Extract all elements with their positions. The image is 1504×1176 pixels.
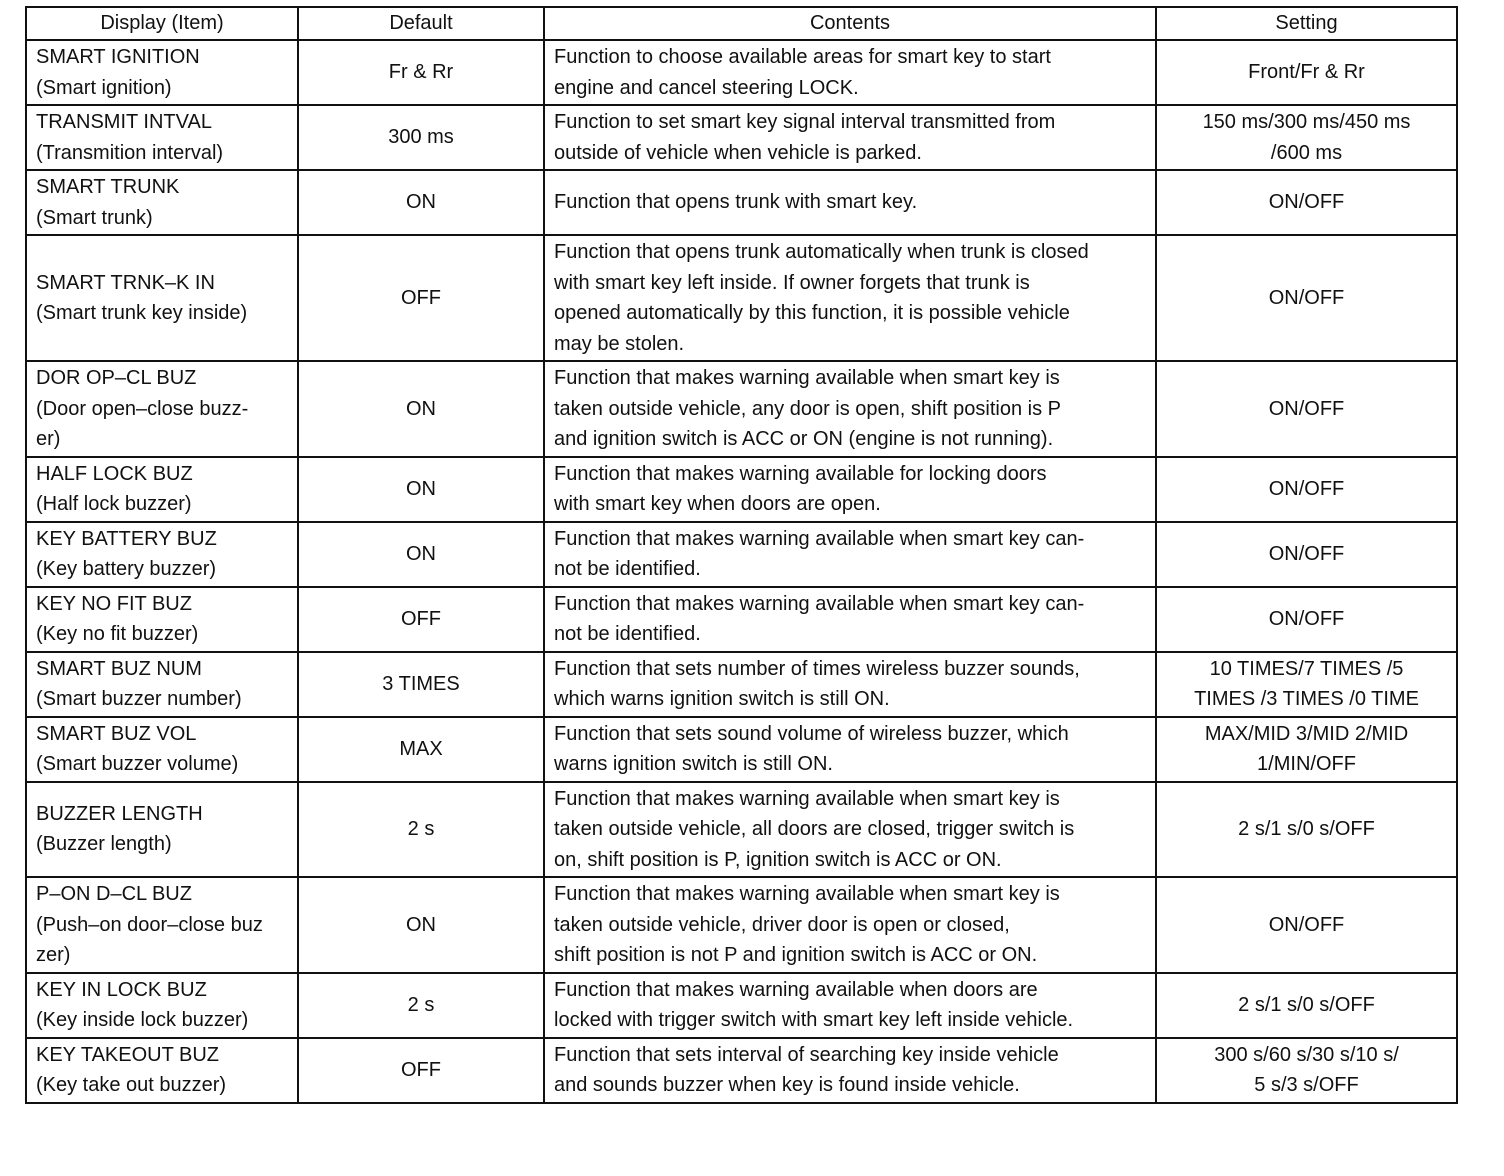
contents-line: shift position is not P and ignition switch is ACC or ON.	[554, 944, 1038, 966]
cell-contents	[544, 235, 1156, 361]
table-row	[26, 522, 1457, 587]
cell-display-item	[26, 652, 298, 717]
setting-line: 5 s/3 s/OFF	[1254, 1074, 1359, 1096]
settings-table	[25, 6, 1458, 1104]
contents-line: with smart key when doors are open.	[554, 493, 881, 515]
display-item-line: (Key no fit buzzer)	[36, 623, 199, 645]
cell-default: 2 s	[298, 782, 544, 878]
contents-line: may be stolen.	[554, 332, 685, 355]
setting-line: ON/OFF	[1268, 607, 1345, 630]
cell-display-item	[26, 717, 298, 782]
cell-default: ON	[298, 457, 544, 522]
cell-setting	[1156, 105, 1457, 170]
cell-setting	[1156, 235, 1457, 361]
table-row	[26, 973, 1457, 1038]
cell-setting	[1156, 652, 1457, 717]
setting-line: ON/OFF	[1268, 191, 1345, 214]
display-item-line: KEY BATTERY BUZ	[36, 527, 217, 550]
display-item-line: (Buzzer length)	[36, 833, 172, 856]
cell-setting	[1156, 522, 1457, 587]
contents-line: and ignition switch is ACC or ON (engine is not running).	[554, 428, 1054, 450]
cell-display-item	[26, 40, 298, 105]
setting-line: ON/OFF	[1268, 913, 1345, 936]
cell-contents	[544, 877, 1156, 973]
contents-line: engine and cancel steering LOCK.	[554, 76, 859, 99]
display-item-line: (Smart buzzer volume)	[36, 753, 239, 775]
contents-line: Function that sets sound volume of wireless buzzer, which	[554, 722, 1069, 745]
header-default: Default	[298, 7, 544, 40]
cell-contents	[544, 457, 1156, 522]
cell-contents	[544, 717, 1156, 782]
setting-line: /600 ms	[1270, 141, 1343, 164]
contents-line: warns ignition switch is still ON.	[554, 753, 833, 775]
contents-line: Function that opens trunk automatically when trunk is closed	[554, 241, 1089, 263]
display-item-line: P–ON D–CL BUZ	[36, 883, 192, 905]
header-row	[26, 7, 1457, 40]
setting-line: ON/OFF	[1268, 397, 1345, 420]
cell-setting	[1156, 782, 1457, 878]
display-item-line: SMART BUZ VOL	[36, 722, 197, 745]
cell-default: ON	[298, 170, 544, 235]
contents-line: which warns ignition switch is still ON.	[554, 688, 890, 710]
cell-display-item	[26, 170, 298, 235]
table-row	[26, 235, 1457, 361]
contents-line: Function that makes warning available when smart key is	[554, 367, 1060, 389]
contents-line: opened automatically by this function, it is possible vehicle	[554, 302, 1070, 324]
contents-line: Function that makes warning available for locking doors	[554, 462, 1047, 485]
display-item-line: (Smart trunk key inside)	[36, 302, 248, 324]
display-item-line: er)	[36, 428, 61, 450]
cell-display-item	[26, 235, 298, 361]
contents-line: and sounds buzzer when key is found inside vehicle.	[554, 1074, 1020, 1096]
contents-line: Function that opens trunk with smart key.	[554, 191, 918, 214]
table-body	[26, 40, 1457, 1103]
contents-line: taken outside vehicle, driver door is open or closed,	[554, 913, 1010, 936]
display-item-line: SMART BUZ NUM	[36, 657, 202, 680]
contents-line: on, shift position is P, ignition switch is ACC or ON.	[554, 848, 1002, 871]
setting-line: 1/MIN/OFF	[1257, 753, 1356, 775]
cell-setting	[1156, 877, 1457, 973]
cell-default: 2 s	[298, 973, 544, 1038]
cell-display-item	[26, 877, 298, 973]
header-contents: Contents	[544, 7, 1156, 40]
cell-default: 3 TIMES	[298, 652, 544, 717]
contents-line: Function that sets number of times wireless buzzer sounds,	[554, 657, 1080, 680]
display-item-line: TRANSMIT INTVAL	[36, 111, 212, 133]
cell-display-item	[26, 587, 298, 652]
cell-contents	[544, 40, 1156, 105]
cell-default: ON	[298, 522, 544, 587]
cell-setting	[1156, 717, 1457, 782]
display-item-line: (Smart trunk)	[36, 206, 153, 229]
contents-line: Function that makes warning available when smart key can-	[554, 592, 1085, 615]
cell-display-item	[26, 522, 298, 587]
cell-default: Fr & Rr	[298, 40, 544, 105]
display-item-line: (Push–on door–close buz	[36, 913, 263, 936]
cell-display-item	[26, 973, 298, 1038]
contents-line: outside of vehicle when vehicle is parked.	[554, 141, 922, 164]
cell-default: OFF	[298, 235, 544, 361]
setting-line: 2 s/1 s/0 s/OFF	[1238, 818, 1375, 840]
cell-setting	[1156, 170, 1457, 235]
display-item-line: BUZZER LENGTH	[36, 802, 203, 825]
display-item-line: (Half lock buzzer)	[36, 493, 192, 515]
table-row	[26, 457, 1457, 522]
contents-line: Function that makes warning available when smart key can-	[554, 527, 1085, 550]
header-item: Display (Item)	[26, 7, 298, 40]
cell-contents	[544, 973, 1156, 1038]
table-row	[26, 877, 1457, 973]
table-row	[26, 587, 1457, 652]
table-row	[26, 717, 1457, 782]
cell-default: ON	[298, 877, 544, 973]
cell-contents	[544, 105, 1156, 170]
cell-default: OFF	[298, 1038, 544, 1103]
display-item-line: (Transmition interval)	[36, 141, 224, 164]
display-item-line: (Door open–close buzz-	[36, 397, 249, 420]
cell-setting	[1156, 587, 1457, 652]
contents-line: Function to set smart key signal interval transmitted from	[554, 111, 1056, 133]
contents-line: locked with trigger switch with smart key left inside vehicle.	[554, 1009, 1074, 1031]
cell-display-item	[26, 361, 298, 457]
contents-line: taken outside vehicle, any door is open, shift position is P	[554, 397, 1061, 420]
header-setting: Setting	[1156, 7, 1457, 40]
display-item-line: zer)	[36, 944, 71, 966]
cell-setting	[1156, 457, 1457, 522]
display-item-line: (Key battery buzzer)	[36, 558, 217, 580]
cell-display-item	[26, 457, 298, 522]
cell-default: ON	[298, 361, 544, 457]
cell-default: OFF	[298, 587, 544, 652]
table-row	[26, 652, 1457, 717]
cell-display-item	[26, 782, 298, 878]
table-row	[26, 361, 1457, 457]
table-row	[26, 40, 1457, 105]
cell-setting	[1156, 1038, 1457, 1103]
contents-line: not be identified.	[554, 558, 701, 580]
contents-line: taken outside vehicle, all doors are closed, trigger switch is	[554, 818, 1075, 840]
setting-line: Front/Fr & Rr	[1248, 61, 1365, 84]
setting-line: 2 s/1 s/0 s/OFF	[1238, 993, 1375, 1016]
cell-contents	[544, 170, 1156, 235]
display-item-line: (Smart ignition)	[36, 76, 172, 99]
contents-line: Function that sets interval of searching key inside vehicle	[554, 1043, 1059, 1066]
setting-line: 150 ms/300 ms/450 ms	[1202, 111, 1411, 133]
setting-line: TIMES /3 TIMES /0 TIME	[1194, 688, 1419, 710]
cell-contents	[544, 361, 1156, 457]
cell-setting	[1156, 361, 1457, 457]
display-item-line: SMART IGNITION	[36, 46, 200, 68]
setting-line: 300 s/60 s/30 s/10 s/	[1214, 1043, 1399, 1066]
display-item-line: (Key inside lock buzzer)	[36, 1009, 249, 1031]
cell-default: 300 ms	[298, 105, 544, 170]
table-row	[26, 170, 1457, 235]
cell-contents	[544, 782, 1156, 878]
setting-line: ON/OFF	[1268, 542, 1345, 565]
display-item-line: KEY NO FIT BUZ	[36, 592, 192, 615]
contents-line: Function that makes warning available when smart key is	[554, 787, 1060, 810]
cell-setting	[1156, 973, 1457, 1038]
contents-line: Function that makes warning available when doors are	[554, 978, 1038, 1001]
cell-display-item	[26, 105, 298, 170]
cell-contents	[544, 652, 1156, 717]
display-item-line: DOR OP–CL BUZ	[36, 367, 197, 389]
cell-display-item	[26, 1038, 298, 1103]
display-item-line: SMART TRNK–K IN	[36, 271, 215, 294]
setting-line: MAX/MID 3/MID 2/MID	[1204, 722, 1409, 745]
cell-contents	[544, 1038, 1156, 1103]
cell-default: MAX	[298, 717, 544, 782]
setting-line: ON/OFF	[1268, 477, 1345, 500]
display-item-line: (Key take out buzzer)	[36, 1074, 227, 1096]
display-item-line: (Smart buzzer number)	[36, 688, 242, 710]
display-item-line: KEY IN LOCK BUZ	[36, 978, 207, 1001]
display-item-line: KEY TAKEOUT BUZ	[36, 1043, 220, 1066]
cell-setting	[1156, 40, 1457, 105]
table-row	[26, 105, 1457, 170]
display-item-line: SMART TRUNK	[36, 176, 180, 198]
setting-line: 10 TIMES/7 TIMES /5	[1209, 657, 1404, 680]
table-row	[26, 1038, 1457, 1103]
cell-contents	[544, 522, 1156, 587]
contents-line: Function that makes warning available when smart key is	[554, 883, 1060, 905]
contents-line: Function to choose available areas for smart key to start	[554, 46, 1051, 68]
table-row	[26, 782, 1457, 878]
display-item-line: HALF LOCK BUZ	[36, 462, 193, 485]
cell-contents	[544, 587, 1156, 652]
contents-line: not be identified.	[554, 623, 701, 645]
setting-line: ON/OFF	[1268, 286, 1345, 309]
contents-line: with smart key left inside. If owner forgets that trunk is	[554, 271, 1030, 294]
